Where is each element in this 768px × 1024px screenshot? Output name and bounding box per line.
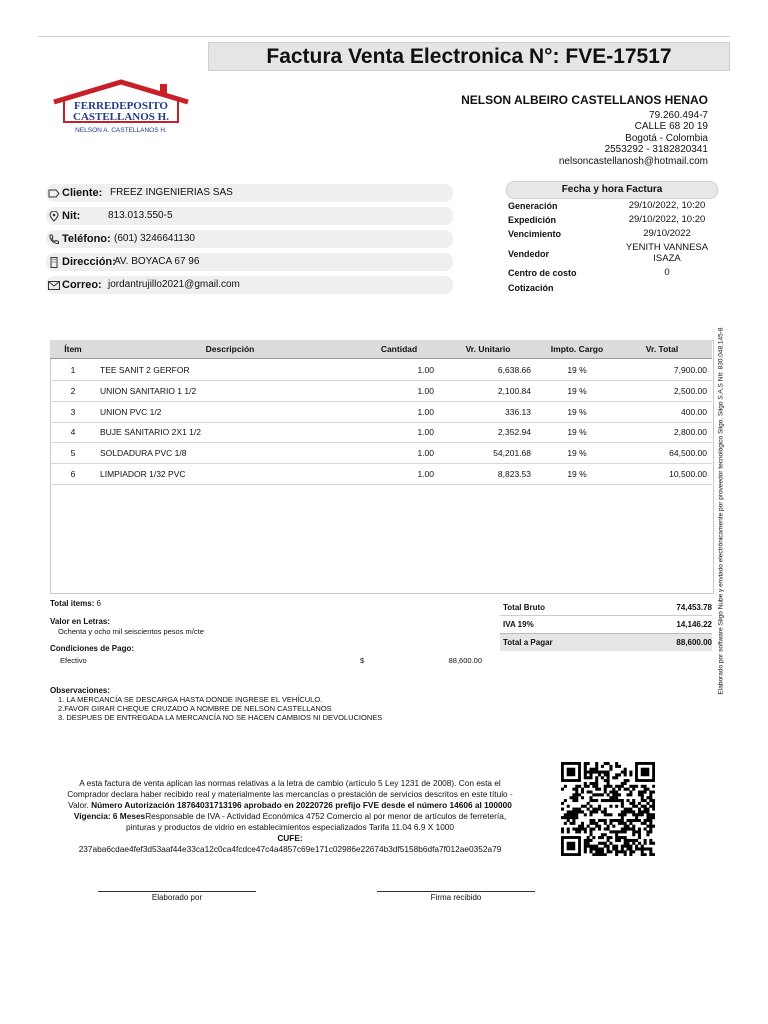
cell-desc: TEE SANIT 2 GERFOR bbox=[100, 365, 190, 375]
cell-qty: 1.00 bbox=[417, 469, 434, 479]
cell-qty: 1.00 bbox=[417, 427, 434, 438]
col-qty: Cantidad bbox=[380, 344, 418, 354]
signature-label-right: Firma recibido bbox=[430, 893, 482, 902]
condiciones-label: Condiciones de Pago: bbox=[50, 644, 135, 653]
phone-icon bbox=[48, 234, 60, 245]
building-icon bbox=[48, 257, 60, 268]
client-label: Cliente: bbox=[62, 187, 103, 199]
cell-desc: LIMPIADOR 1/32 PVC bbox=[100, 469, 186, 479]
table-header bbox=[50, 340, 712, 359]
cell-qty: 1.00 bbox=[417, 385, 434, 396]
vencimiento-value: 29/10/2022 bbox=[643, 228, 691, 239]
cell-tax: 19 % bbox=[567, 469, 587, 479]
cell-qty: 1.00 bbox=[417, 406, 434, 417]
vencimiento-label: Vencimiento bbox=[508, 229, 562, 239]
cell-desc: BUJE SANITARIO 2X1 1/2 bbox=[100, 427, 201, 438]
total-pagar-row: Total a Pagar 88,600.00 bbox=[500, 633, 712, 651]
cell-tax: 19 % bbox=[567, 385, 587, 396]
logo-line3: NELSON A. CASTELLANOS H. bbox=[75, 127, 167, 134]
divider bbox=[500, 615, 712, 616]
cell-unit: 2,352.94 bbox=[497, 427, 531, 438]
seller-phones: 2553292 - 3182820341 bbox=[604, 144, 708, 155]
table-row bbox=[50, 381, 712, 402]
signature-label-left: Elaborado por bbox=[151, 893, 203, 902]
logo-line2: CASTELLANOS H. bbox=[73, 111, 169, 123]
cell-unit: 6,638.66 bbox=[497, 365, 531, 375]
legal-text: A esta factura de venta aplican las normas relativas a la letra de cambio (artículo 5 Ley 1231 de 2008). Con esta el Comprador declara haber recibido real y materialmente las mercancías o prestación de servicios descritos en este título - Valor. Número Autorización 18764031713196 aprobado en 20220726 prefijo FVE desde el número 14606 al 100000 Vigencia: 6 MesesResponsable de IVA - Actividad Económica 4752 Comercio al por menor de artículos de ferretería, pinturas y productos de vidrio en establecimientos especializados Tarifa 11.04 6.9 X 1000 CUFE: 237aba6cdae4fef3d53aaf44e33ca12c0ca4fcdce47c4a4857c69e171c02986e22674b3df5158b6dfa7f012ae0352a79 bbox=[67, 778, 513, 854]
cell-tax: 19 % bbox=[567, 365, 587, 375]
vertical-note: Elaborado por software Siigo Nube y enviado electrónicamente por proveedor tecnológico Siigo. Siigo S.A.S NIt: 830.048.145-8 bbox=[717, 327, 725, 695]
valor-letras-label: Valor en Letras: bbox=[50, 617, 111, 626]
cotizacion-label: Cotización bbox=[508, 283, 554, 293]
vendedor-line2: ISAZA bbox=[653, 253, 681, 264]
phone-label: Teléfono: bbox=[62, 233, 111, 245]
cell-desc: UNION PVC 1/2 bbox=[100, 406, 162, 417]
address-label: Dirección: bbox=[62, 256, 116, 268]
email-row bbox=[46, 276, 453, 294]
seller-nit: 79.260.494-7 bbox=[649, 109, 708, 121]
location-pin-icon bbox=[48, 211, 60, 222]
obs-line: 2.FAVOR GIRAR CHEQUE CRUZADO A NOMBRE DE NELSON CASTELLANOS bbox=[58, 704, 332, 713]
phone-value: (601) 3246641130 bbox=[114, 233, 195, 244]
nit-row bbox=[46, 207, 453, 225]
obs-line: 1. LA MERCANCÍA SE DESCARGA HASTA DONDE INGRESE EL VEHÍCULO. bbox=[58, 695, 323, 704]
cell-qty: 1.00 bbox=[417, 448, 434, 459]
expedicion-label: Expedición bbox=[508, 215, 557, 225]
email-value: jordantrujillo2021@gmail.com bbox=[108, 279, 240, 290]
vendedor-label: Vendedor bbox=[508, 249, 550, 259]
table-row bbox=[50, 402, 712, 423]
table-row bbox=[50, 360, 712, 381]
address-value: AV. BOYACA 67 96 bbox=[114, 256, 200, 267]
col-total: Vr. Total bbox=[645, 344, 679, 354]
condicion: Efectivo bbox=[60, 656, 87, 665]
cell-tax: 19 % bbox=[567, 448, 587, 459]
qr-code bbox=[561, 762, 655, 856]
client-row bbox=[46, 184, 453, 202]
client-value: FREEZ INGENIERIAS SAS bbox=[110, 187, 233, 198]
centro-label: Centro de costo bbox=[508, 268, 577, 278]
observaciones-list bbox=[58, 695, 382, 722]
col-item: Ítem bbox=[64, 344, 82, 354]
cell-unit: 8,823.53 bbox=[497, 469, 531, 479]
cell-total: 7,900.00 bbox=[673, 365, 707, 375]
cell-total: 2,800.00 bbox=[673, 427, 707, 438]
total-items: Total items: 6 bbox=[50, 599, 101, 608]
cell-unit: 54,201.68 bbox=[493, 448, 531, 459]
observaciones-label: Observaciones: bbox=[50, 686, 111, 695]
seller-email: nelsoncastellanosh@hotmail.com bbox=[558, 155, 708, 167]
cell-tax: 19 % bbox=[567, 406, 587, 417]
address-row bbox=[46, 253, 453, 271]
cell-total: 64,500.00 bbox=[669, 448, 707, 459]
nit-label: Nit: bbox=[62, 210, 81, 222]
mail-icon bbox=[48, 280, 60, 291]
cell-unit: 2,100.84 bbox=[497, 385, 531, 396]
tag-icon bbox=[48, 188, 60, 199]
expedicion-value: 29/10/2022, 10:20 bbox=[628, 214, 706, 225]
nit-value: 813.013.550-5 bbox=[108, 210, 173, 221]
generacion-label: Generación bbox=[508, 201, 558, 211]
cell-tax: 19 % bbox=[567, 427, 587, 438]
seller-city: Bogotá - Colombia bbox=[625, 132, 708, 144]
cell-total: 400.00 bbox=[681, 406, 707, 417]
signature-line-right bbox=[377, 891, 535, 892]
cell-total: 2,500.00 bbox=[673, 385, 707, 396]
cell-item: 6 bbox=[70, 469, 76, 479]
cell-qty: 1.00 bbox=[417, 365, 434, 375]
signature-line-left bbox=[98, 891, 256, 892]
cell-desc: SOLDADURA PVC 1/8 bbox=[100, 448, 187, 459]
cell-desc: UNION SANITARIO 1 1/2 bbox=[100, 385, 197, 396]
phone-row bbox=[46, 230, 453, 248]
cell-item: 5 bbox=[70, 448, 76, 459]
seller-name: NELSON ALBEIRO CASTELLANOS HENAO bbox=[461, 93, 708, 107]
generacion-value: 29/10/2022, 10:20 bbox=[628, 200, 706, 211]
logo-line1: FERREDEPOSITO bbox=[74, 100, 168, 112]
cell-item: 2 bbox=[70, 385, 76, 396]
col-tax: Impto. Cargo bbox=[550, 344, 604, 354]
valor-letras: Ochenta y ocho mil seiscientos pesos m/cte bbox=[58, 627, 204, 636]
cell-unit: 336.13 bbox=[505, 406, 531, 417]
seller-block bbox=[461, 95, 708, 167]
col-unit: Vr. Unitario bbox=[465, 344, 511, 354]
col-desc: Descripción bbox=[205, 344, 255, 354]
centro-value: 0 bbox=[664, 267, 670, 278]
invoice-title: Factura Venta Electronica N°: FVE-17517 bbox=[208, 42, 730, 71]
condicion-valor: 88,600.00 bbox=[448, 656, 482, 665]
cell-total: 10,500.00 bbox=[669, 469, 707, 479]
table-row bbox=[50, 464, 712, 485]
condicion-currency: $ bbox=[360, 656, 365, 665]
obs-line: 3. DESPUES DE ENTREGADA LA MERCANCÍA NO SE HACEN CAMBIOS NI DEVOLUCIONES bbox=[58, 713, 383, 722]
email-label: Correo: bbox=[62, 279, 102, 291]
cell-item: 3 bbox=[70, 406, 76, 417]
table-row bbox=[50, 422, 712, 443]
top-rule bbox=[38, 36, 730, 37]
seller-address: CALLE 68 20 19 bbox=[634, 121, 708, 132]
vendedor-line1: YENITH VANNESA bbox=[625, 242, 709, 253]
fecha-title: Fecha y hora Factura bbox=[506, 181, 718, 199]
cell-item: 1 bbox=[70, 365, 76, 375]
table-row bbox=[50, 443, 712, 464]
company-logo bbox=[48, 78, 194, 136]
cufe-value: 237aba6cdae4fef3d53aaf44e33ca12c0ca4fcdce47c4a4857c69e171c02986e22674b3df5158b6dfa7f012ae0352a79 bbox=[78, 844, 502, 854]
cell-item: 4 bbox=[70, 427, 76, 438]
